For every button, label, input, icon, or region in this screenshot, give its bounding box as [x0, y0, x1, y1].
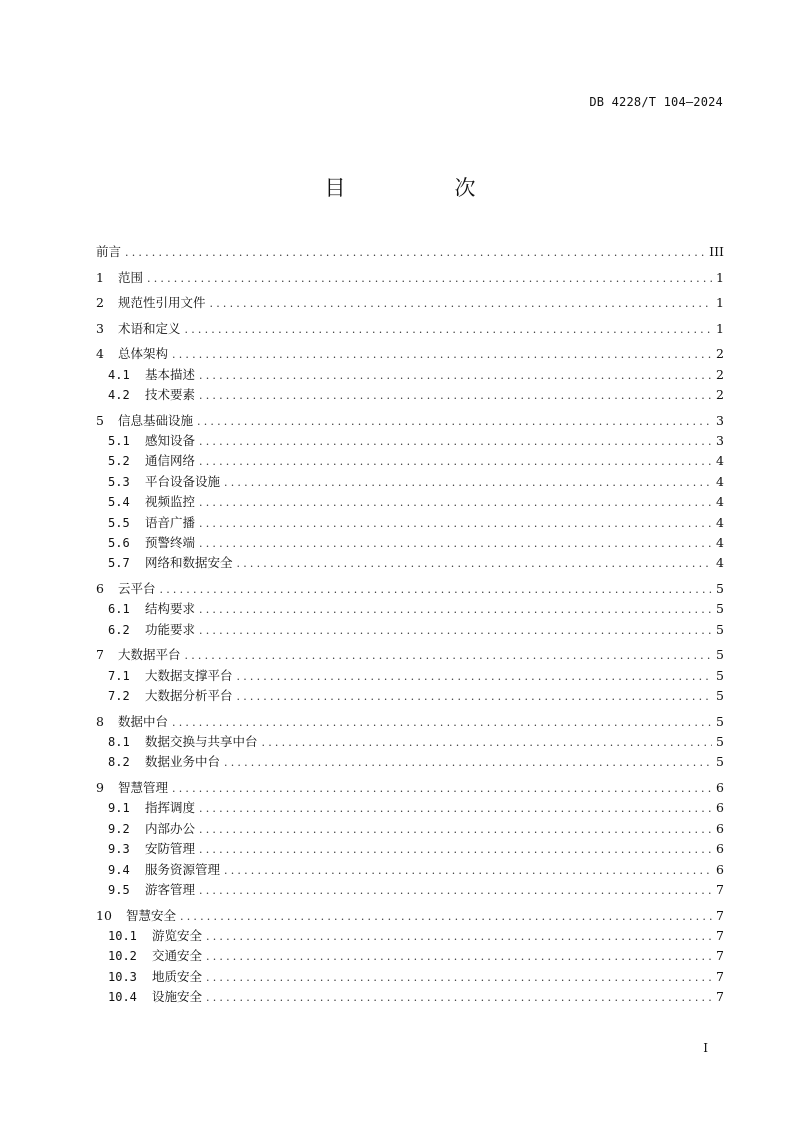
- toc-entry-page: 2: [716, 366, 724, 382]
- dot-leader: [199, 840, 712, 860]
- toc-entry-number: 5.3: [108, 474, 130, 489]
- toc-subentry[interactable]: [96, 967, 724, 987]
- toc-entry-number: 8.1: [108, 735, 130, 750]
- toc-entry-label: 设施安全: [152, 989, 203, 1005]
- toc-entry-label: 信息基础设施: [118, 412, 194, 428]
- dot-leader: [206, 988, 712, 1008]
- toc-entry-page: 5: [716, 667, 724, 683]
- toc-entry-label: 智慧安全: [126, 907, 177, 923]
- toc-entry-label: 指挥调度: [145, 800, 196, 816]
- toc-entry[interactable]: [96, 579, 724, 599]
- toc-entry-label: 范围: [118, 269, 144, 285]
- toc-entry-number: 10.4: [108, 990, 137, 1005]
- toc-entry-number: 5.6: [108, 536, 130, 551]
- toc-entry-page: 4: [716, 453, 724, 469]
- toc-entry-label: 预警终端: [145, 535, 196, 551]
- toc-subentry[interactable]: [96, 839, 724, 859]
- toc-entry-label: 交通安全: [152, 948, 203, 964]
- toc-entry[interactable]: [96, 906, 724, 926]
- toc-subentry[interactable]: [96, 880, 724, 900]
- toc-entry-label: 地质安全: [152, 968, 203, 984]
- dot-leader: [172, 713, 712, 733]
- dot-leader: [125, 243, 705, 263]
- toc-entry-label: 平台设备设施: [145, 473, 221, 489]
- toc-entry-page: 5: [716, 601, 724, 617]
- toc-subentry[interactable]: [96, 946, 724, 966]
- dot-leader: [185, 320, 713, 340]
- dot-leader: [199, 820, 712, 840]
- toc-entry[interactable]: [96, 411, 724, 431]
- toc-entry-number: 9.5: [108, 883, 130, 898]
- toc-entry-label: 网络和数据安全: [145, 555, 233, 571]
- toc-entry[interactable]: [96, 268, 724, 288]
- toc-entry-page: 5: [716, 713, 724, 729]
- toc-entry-page: III: [709, 244, 724, 259]
- toc-entry[interactable]: [96, 319, 724, 339]
- toc-entry-page: 5: [716, 734, 724, 750]
- dot-leader: [262, 733, 713, 753]
- toc-subentry[interactable]: [96, 752, 724, 772]
- toc-subentry[interactable]: [96, 926, 724, 946]
- toc-subentry[interactable]: [96, 492, 724, 512]
- toc-entry-label: 前言: [96, 244, 122, 259]
- toc-entry-page: 4: [716, 555, 724, 571]
- dot-leader: [199, 452, 712, 472]
- toc-entry-page: 7: [716, 948, 724, 964]
- dot-leader: [199, 514, 712, 534]
- dot-leader: [206, 927, 712, 947]
- toc-entry-page: 2: [716, 346, 724, 362]
- toc-subentry[interactable]: [96, 513, 724, 533]
- dot-leader: [197, 412, 712, 432]
- toc-entry-label: 通信网络: [145, 453, 196, 469]
- dot-leader: [160, 580, 713, 600]
- toc-entry-number: 7.1: [108, 668, 130, 683]
- toc-entry-number: 2: [96, 295, 104, 311]
- toc-entry-number: 3: [96, 320, 104, 336]
- toc-entry-page: 6: [716, 820, 724, 836]
- toc-subentry[interactable]: [96, 431, 724, 451]
- toc-entry-label: 大数据分析平台: [145, 688, 233, 704]
- toc-entry[interactable]: [96, 778, 724, 798]
- toc-entry-label: 游客管理: [145, 882, 196, 898]
- toc-entry-label: 技术要素: [145, 387, 196, 403]
- toc-subentry[interactable]: [96, 798, 724, 818]
- toc-entry-page: 3: [716, 433, 724, 449]
- toc-entry-number: 7: [96, 647, 104, 663]
- toc-entry-page: 7: [716, 927, 724, 943]
- dot-leader: [210, 294, 713, 314]
- toc-entry-page: 4: [716, 473, 724, 489]
- toc-entry-label: 游览安全: [152, 927, 203, 943]
- dot-leader: [199, 534, 712, 554]
- dot-leader: [199, 799, 712, 819]
- toc-entry-label: 规范性引用文件: [118, 295, 206, 311]
- document-code: DB 4228/T 104—2024: [589, 95, 723, 109]
- dot-leader: [224, 753, 712, 773]
- toc-entry-number: 10: [96, 907, 112, 923]
- toc-entry-number: 5.1: [108, 434, 130, 449]
- toc-entry-page: 4: [716, 494, 724, 510]
- toc-entry-number: 5: [96, 412, 104, 428]
- dot-leader: [199, 621, 712, 641]
- toc-subentry[interactable]: [96, 472, 724, 492]
- toc-subentry[interactable]: [96, 732, 724, 752]
- dot-leader: [237, 687, 713, 707]
- toc-entry-page: 6: [716, 841, 724, 857]
- toc-subentry[interactable]: [96, 385, 724, 405]
- dot-leader: [224, 473, 712, 493]
- toc-entry-number: 6: [96, 580, 104, 596]
- toc-entry-label: 安防管理: [145, 841, 196, 857]
- toc-entry-number: 6.2: [108, 622, 130, 637]
- toc-entry-label: 语音广播: [145, 514, 196, 530]
- toc-entry-label: 基本描述: [145, 366, 196, 382]
- dot-leader: [237, 554, 713, 574]
- dot-leader: [199, 366, 712, 386]
- toc-entry-label: 结构要求: [145, 601, 196, 617]
- toc-entry-number: 5.2: [108, 454, 130, 469]
- table-of-contents: [96, 242, 724, 1008]
- toc-entry-number: 10.3: [108, 969, 137, 984]
- toc-entry-page: 3: [716, 412, 724, 428]
- toc-entry-label: 智慧管理: [118, 780, 169, 796]
- toc-entry-number: 9.4: [108, 862, 130, 877]
- toc-entry-page: 6: [716, 780, 724, 796]
- toc-entry-number: 5.5: [108, 515, 130, 530]
- toc-entry-page: 7: [716, 968, 724, 984]
- toc-entry-page: 1: [716, 320, 724, 336]
- toc-subentry[interactable]: [96, 860, 724, 880]
- dot-leader: [206, 947, 712, 967]
- footer-page-number: I: [703, 1041, 708, 1055]
- toc-entry-page: 7: [716, 882, 724, 898]
- toc-entry-number: 9: [96, 780, 104, 796]
- toc-entry-page: 4: [716, 535, 724, 551]
- toc-entry-number: 8.2: [108, 755, 130, 770]
- toc-entry-label: 视频监控: [145, 494, 196, 510]
- dot-leader: [237, 667, 713, 687]
- toc-entry-number: 10.2: [108, 949, 137, 964]
- toc-entry-number: 7.2: [108, 689, 130, 704]
- toc-entry-label: 术语和定义: [118, 320, 181, 336]
- dot-leader: [199, 600, 712, 620]
- dot-leader: [199, 881, 712, 901]
- toc-entry-label: 数据业务中台: [145, 754, 221, 770]
- toc-entry-page: 5: [716, 580, 724, 596]
- toc-entry-number: 4: [96, 346, 104, 362]
- toc-entry-page: 1: [716, 295, 724, 311]
- toc-entry-page: 2: [716, 387, 724, 403]
- toc-entry-label: 服务资源管理: [145, 861, 221, 877]
- toc-entry-number: 9.2: [108, 821, 130, 836]
- dot-leader: [180, 907, 712, 927]
- toc-entry[interactable]: [96, 242, 724, 262]
- toc-entry-label: 感知设备: [145, 433, 196, 449]
- toc-entry-page: 7: [716, 989, 724, 1005]
- toc-entry-label: 功能要求: [145, 621, 196, 637]
- toc-entry-number: 9.1: [108, 801, 130, 816]
- toc-entry-number: 5.4: [108, 495, 130, 510]
- toc-entry-label: 内部办公: [145, 820, 196, 836]
- toc-subentry[interactable]: [96, 533, 724, 553]
- toc-subentry[interactable]: [96, 365, 724, 385]
- dot-leader: [199, 386, 712, 406]
- toc-entry-page: 5: [716, 647, 724, 663]
- toc-entry-number: 1: [96, 269, 104, 285]
- dot-leader: [147, 269, 712, 289]
- toc-entry[interactable]: [96, 293, 724, 313]
- toc-entry-label: 数据中台: [118, 713, 169, 729]
- toc-subentry[interactable]: [96, 553, 724, 573]
- dot-leader: [199, 493, 712, 513]
- toc-entry-number: 8: [96, 713, 104, 729]
- toc-entry-label: 数据交换与共享中台: [145, 734, 258, 750]
- toc-subentry[interactable]: [96, 599, 724, 619]
- dot-leader: [224, 861, 712, 881]
- toc-entry-page: 4: [716, 514, 724, 530]
- toc-subentry[interactable]: [96, 987, 724, 1007]
- toc-entry-number: 4.2: [108, 388, 130, 403]
- toc-entry-page: 5: [716, 754, 724, 770]
- toc-entry-number: 4.1: [108, 367, 130, 382]
- toc-entry-label: 大数据支撑平台: [145, 667, 233, 683]
- toc-subentry[interactable]: [96, 451, 724, 471]
- toc-subentry[interactable]: [96, 686, 724, 706]
- dot-leader: [199, 432, 712, 452]
- toc-entry-number: 6.1: [108, 602, 130, 617]
- dot-leader: [185, 646, 713, 666]
- toc-entry-page: 6: [716, 800, 724, 816]
- toc-entry-page: 7: [716, 907, 724, 923]
- toc-entry-page: 1: [716, 269, 724, 285]
- toc-entry-number: 9.3: [108, 842, 130, 857]
- toc-entry[interactable]: [96, 712, 724, 732]
- toc-entry-number: 10.1: [108, 928, 137, 943]
- toc-title: 目 次: [324, 176, 520, 200]
- toc-entry[interactable]: [96, 344, 724, 364]
- toc-entry-number: 5.7: [108, 556, 130, 571]
- dot-leader: [172, 345, 712, 365]
- dot-leader: [206, 968, 712, 988]
- toc-entry-page: 5: [716, 688, 724, 704]
- toc-entry-label: 云平台: [118, 580, 156, 596]
- toc-entry-page: 6: [716, 861, 724, 877]
- dot-leader: [172, 779, 712, 799]
- toc-entry-page: 5: [716, 621, 724, 637]
- toc-entry[interactable]: [96, 645, 724, 665]
- toc-subentry[interactable]: [96, 666, 724, 686]
- toc-subentry[interactable]: [96, 620, 724, 640]
- toc-entry-label: 大数据平台: [118, 647, 181, 663]
- toc-entry-label: 总体架构: [118, 346, 169, 362]
- toc-subentry[interactable]: [96, 819, 724, 839]
